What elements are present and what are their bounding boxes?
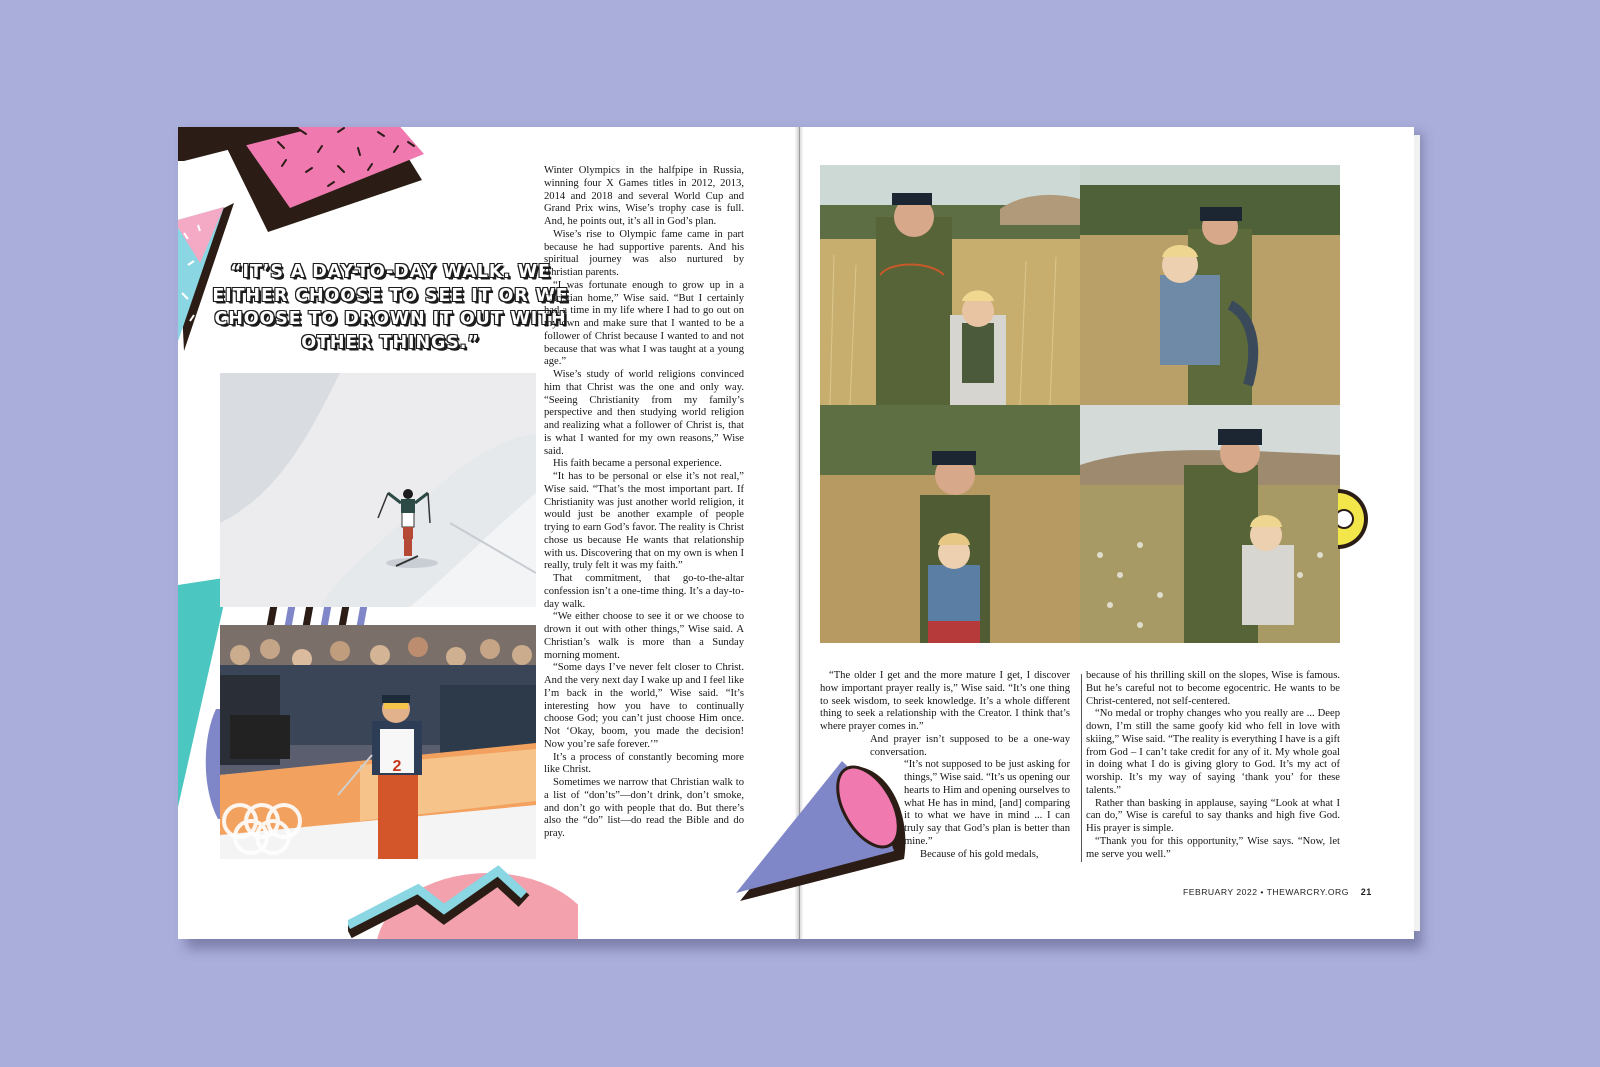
pink-zigzag-shape <box>348 851 578 939</box>
paragraph: That commitment, that go-to-the-altar confession isn’t a one-time thing. It’s a day-to-day walk. <box>544 573 744 610</box>
paragraph: “It’s not supposed to be just asking for things,” Wise said. “It’s us opening our hearts to Him and opening ourselves to what He has in mind, [and] comparing it to what we have in mind ... I can truly say that God’s plan is better than mine.” <box>904 759 1070 847</box>
paragraph: Winter Olympics in the halfpipe in Russia, winning four X Games titles in 2012, 2013, 2014 and 2018 and several World Cup and Grand Prix wins, Wise’s trophy case is full. And, he points out, it’s all in God’s plan. <box>544 165 744 227</box>
footer-site: THEWARCRY.ORG <box>1266 887 1349 897</box>
paragraph: Sometimes we narrow that Christian walk to a list of “don’ts”—don’t drink, don’t smoke, and don’t go with people that do. But there’s also the “do” list—do read the Bible and do pray. <box>544 777 744 839</box>
stripe-corner <box>178 127 308 167</box>
paragraph: “The older I get and the more mature I get, I discover how important prayer really is,” Wise said. “It’s one thing to seek wisdom, to seek knowledge. It’s a whole different thing to seek a relationship with the Creator. I think that’s where prayer comes in.” <box>820 670 1070 732</box>
magazine-spread <box>178 127 1414 939</box>
paragraph: “Some days I’ve never felt closer to Christ. And the very next day I wake up and I feel like I’m back in the world,” Wise said. “It’s interesting how you have to continually choose God; you can’t just choose Him once. Not ‘Okay, boom, you made the decision! Now you’re safe forever.’” <box>544 662 744 750</box>
page-number: 21 <box>1360 887 1372 897</box>
halfpipe-skier-photo <box>220 373 536 607</box>
yellow-ring-shape <box>1338 483 1382 555</box>
article-column-2 <box>820 670 1070 861</box>
family-photo-2 <box>1080 165 1340 405</box>
footer-date: FEBRUARY 2022 <box>1183 887 1258 897</box>
paragraph: “We either choose to see it or we choose to drown it out with other things,” Wise said. A Christian’s walk is more than a Sunday morning moment. <box>544 611 744 661</box>
paragraph: “No medal or trophy changes who you really are ... Deep down, I’m still the same goofy kid who fell in love with skiing,” Wise said. “The reality is everything I have is a gift from God – I can’t take credit for any of it. My whole goal in doing what I do is giving glory to God. It’s my act of worship. It’s my way of saying ‘thank you’ for these talents.” <box>1086 708 1340 796</box>
column-rule <box>1081 674 1082 862</box>
paragraph: It’s a process of constantly becoming more like Christ. <box>544 751 744 776</box>
footer-separator: • <box>1260 887 1264 897</box>
paragraph: Rather than basking in applause, saying “Look at what I can do,” Wise is careful to say thanks and high five God. His prayer is simple. <box>1086 797 1340 834</box>
family-photo-3 <box>820 405 1080 643</box>
paragraph: because of his thrilling skill on the slopes, Wise is famous. But he’s careful not to become egocentric. He wants to be Christ-centered, not self-centered. <box>1086 670 1340 707</box>
page-footer <box>1183 887 1372 897</box>
olympic-skier-photo <box>220 625 536 859</box>
paragraph: Wise’s study of world religions convinced him that Christ was the one and only way. “Seeing Christianity from my family’s perspective and then studying world religion and realizing what a follower of Christ is, that is what I wanted for my own reasons,” Wise said. <box>544 369 744 457</box>
paragraph: And prayer isn’t supposed to be a one-way conversation. <box>870 733 1070 758</box>
family-photo-1 <box>820 165 1080 405</box>
paragraph: His faith became a personal experience. <box>553 458 722 470</box>
paragraph: “It has to be personal or else it’s not real,” Wise said. “That’s the most important part. If Christianity was just another world religion, it would just be another example of people trying to earn God’s favor. The reality is Christ chose us because He wants that relationship with us. Discovering that on my own is when I really, truly felt it was my faith.” <box>544 471 744 572</box>
paragraph: “Thank you for this opportunity,” Wise says. “Now, let me serve you well.” <box>1086 835 1340 860</box>
family-photo-4 <box>1080 405 1340 643</box>
svg-text:2: 2 <box>392 758 402 775</box>
pull-quote: “IT’S A DAY-TO-DAY WALK. WE EITHER CHOOSE TO SEE IT OR WE CHOOSE TO DROWN IT OUT WITH OTHER THINGS.” <box>212 262 569 353</box>
paragraph: Wise’s rise to Olympic fame came in part because he had supportive parents. And his spiritual journey was also nurtured by Christian parents. <box>544 228 744 278</box>
paragraph: “I was fortunate enough to grow up in a Christian home,” Wise said. “But I certainly had a time in my life where I had to go out on my own and make sure that I wanted to be a follower of Christ because I wanted to and not because that was what I was taught at a young age.” <box>544 279 744 368</box>
article-column-1 <box>544 165 744 841</box>
article-column-3 <box>1086 670 1340 861</box>
paragraph: Because of his gold medals, <box>920 848 1039 860</box>
